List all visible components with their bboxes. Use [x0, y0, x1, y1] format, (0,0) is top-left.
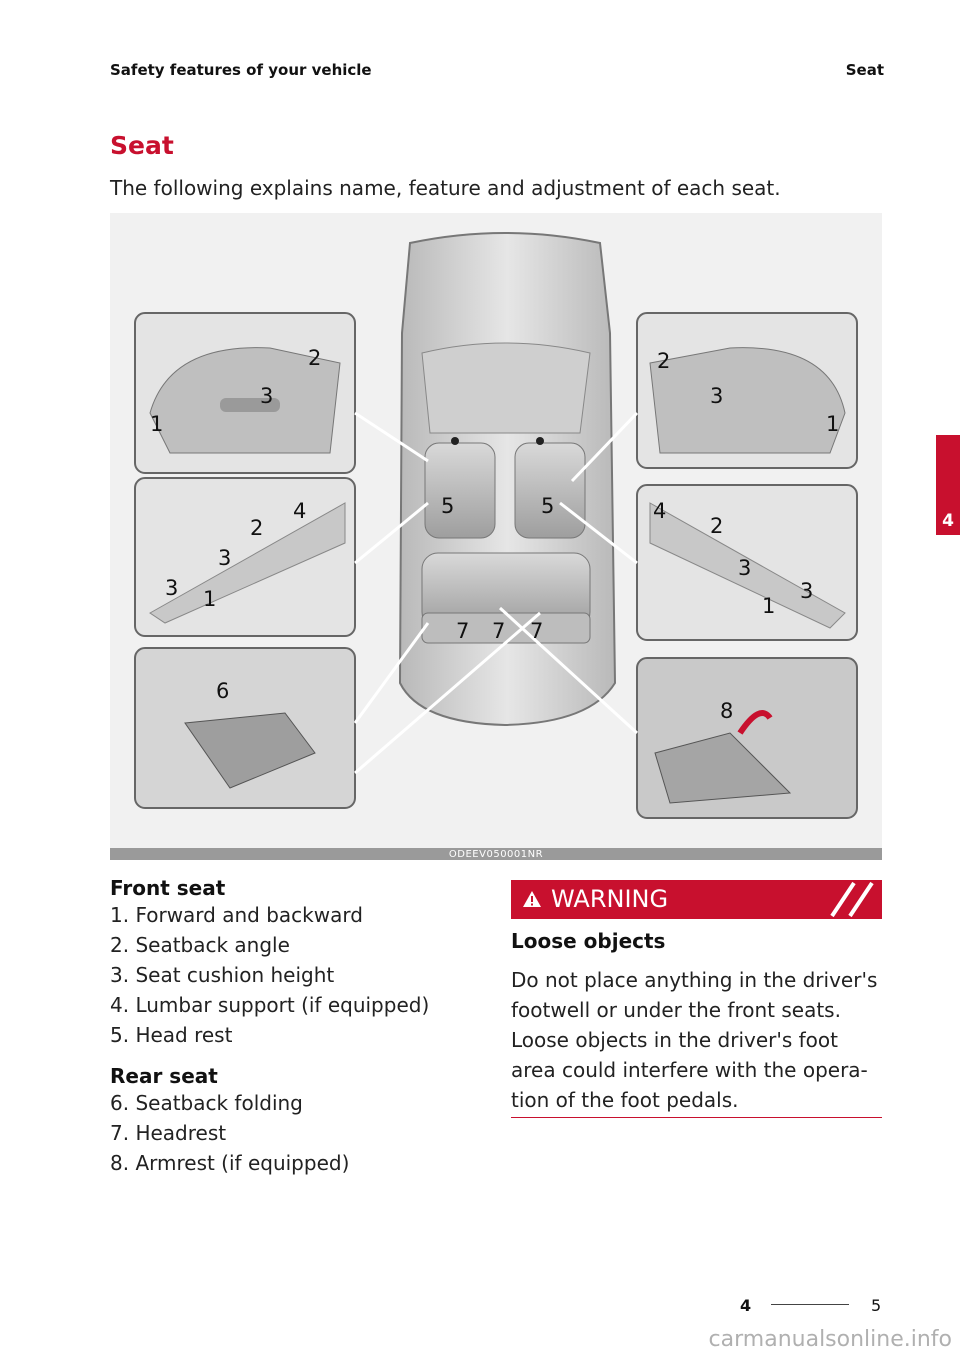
svg-text:5: 5: [541, 494, 555, 518]
svg-text:1: 1: [150, 412, 164, 436]
inset-rear-armrest: [637, 658, 857, 818]
list-item: 5. Head rest: [110, 1023, 233, 1047]
svg-text:3: 3: [710, 384, 724, 408]
svg-text:3: 3: [800, 579, 814, 603]
svg-text:1: 1: [826, 412, 840, 436]
list-item: 3. Seat cushion height: [110, 963, 335, 987]
svg-text:2: 2: [250, 516, 264, 540]
intro-text: The following explains name, feature and adjustment of each seat.: [110, 176, 781, 200]
warning-icon: [522, 890, 542, 908]
footer-divider: [771, 1304, 849, 1305]
warning-title: Loose objects: [511, 929, 666, 953]
inset-front-left-seat: [135, 313, 355, 473]
chapter-tab-number: 4: [942, 511, 954, 531]
car-body: [400, 233, 615, 725]
warning-divider: [511, 1117, 882, 1118]
svg-text:2: 2: [308, 346, 322, 370]
inset-front-right-seat: [637, 313, 857, 468]
inset-seatback-folding: [135, 648, 355, 808]
page-title: Seat: [110, 131, 174, 160]
seat-diagram: [110, 213, 882, 848]
list-item: 4. Lumbar support (if equipped): [110, 993, 430, 1017]
warning-stripes-icon: [822, 880, 882, 919]
front-seat-heading: Front seat: [110, 876, 226, 900]
svg-text:5: 5: [441, 494, 455, 518]
svg-text:3: 3: [218, 546, 232, 570]
warning-banner: [511, 880, 882, 919]
svg-text:4: 4: [293, 499, 307, 523]
warning-label: WARNING: [551, 885, 669, 913]
list-item: 6. Seatback folding: [110, 1091, 303, 1115]
list-item: 7. Headrest: [110, 1121, 227, 1145]
inset-front-left-controls: [135, 478, 355, 636]
footer-page-number: 5: [871, 1296, 882, 1315]
svg-text:8: 8: [720, 699, 734, 723]
running-header-topic: Seat: [845, 61, 884, 79]
svg-text:7: 7: [456, 619, 470, 643]
figure-code: ODEEV050001NR: [448, 849, 544, 860]
svg-text:3: 3: [260, 384, 274, 408]
list-item: 8. Armrest (if equipped): [110, 1151, 350, 1175]
seat-illustration: [110, 213, 882, 860]
svg-text:3: 3: [165, 576, 179, 600]
svg-text:2: 2: [657, 349, 671, 373]
svg-text:6: 6: [216, 679, 230, 703]
rear-seat-list: [110, 1088, 450, 1178]
list-item: 1. Forward and backward: [110, 903, 363, 927]
warning-content: [511, 929, 883, 1115]
svg-text:7: 7: [530, 619, 544, 643]
footer-chapter: 4: [740, 1296, 752, 1315]
seat-legend: [110, 876, 450, 1178]
svg-text:1: 1: [762, 594, 776, 618]
watermark: carmanualsonline.info: [708, 1327, 952, 1352]
svg-text:4: 4: [653, 499, 667, 523]
front-seat-list: [110, 900, 450, 1050]
list-item: 2. Seatback angle: [110, 933, 290, 957]
svg-text:7: 7: [492, 619, 506, 643]
svg-text:3: 3: [738, 556, 752, 580]
svg-text:1: 1: [203, 587, 217, 611]
svg-text:2: 2: [710, 514, 724, 538]
inset-front-right-controls: [637, 485, 857, 640]
running-header-section: Safety features of your vehicle: [110, 61, 372, 79]
rear-seat-heading: Rear seat: [110, 1064, 218, 1088]
warning-text: Do not place anything in the driver's footwell or under the front seats. Loose objects in the driver's foot area could interfere with the opera-tion of the foot pedals.: [511, 968, 878, 1112]
chapter-tab: [936, 435, 960, 535]
